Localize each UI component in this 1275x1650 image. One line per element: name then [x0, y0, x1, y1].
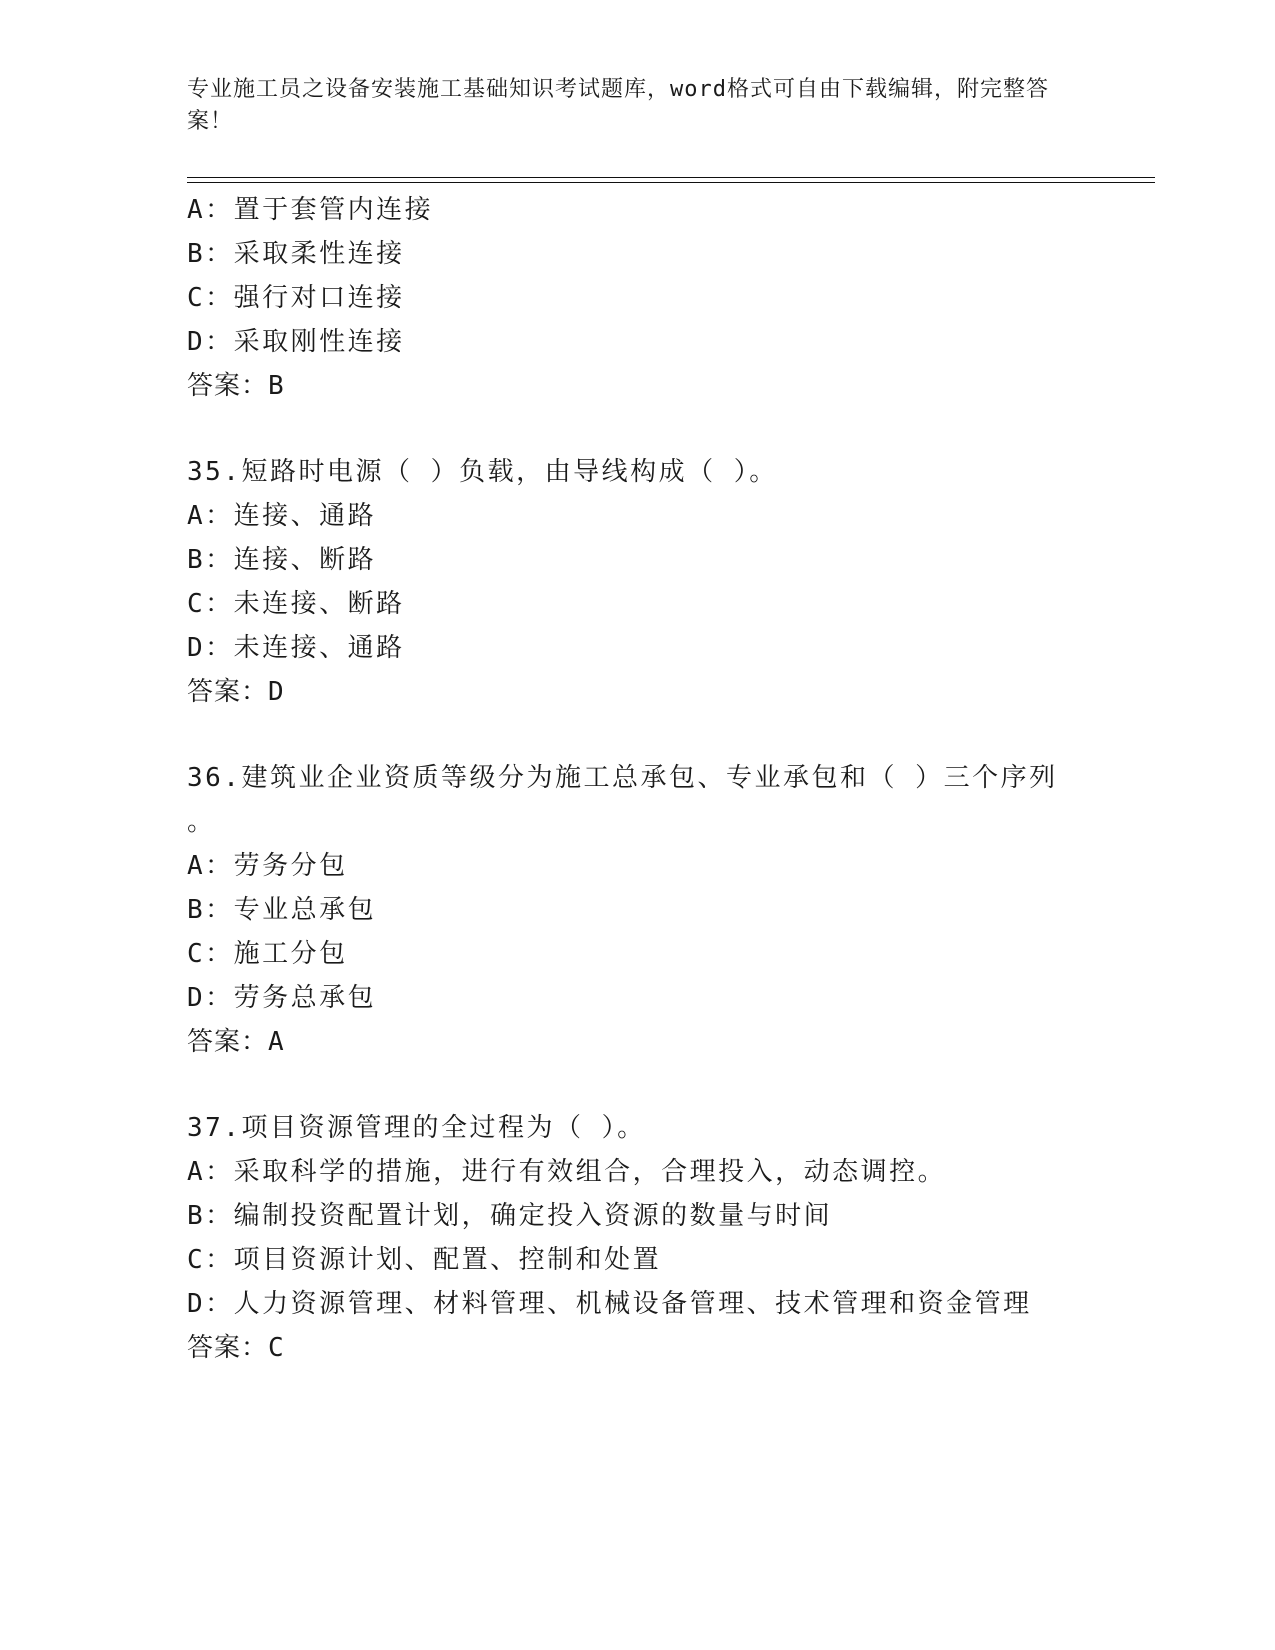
- option-b: B：采取柔性连接: [187, 239, 405, 269]
- option-d: D：劳务总承包: [187, 983, 377, 1013]
- option-b: B：专业总承包: [187, 895, 377, 925]
- question-stem-continued: 。: [187, 807, 216, 837]
- option-a: A：劳务分包: [187, 851, 348, 881]
- option-c: C：强行对口连接: [187, 283, 405, 313]
- option-a: A：置于套管内连接: [187, 195, 434, 225]
- answer-label: 答案：: [187, 1333, 269, 1363]
- option-a: A：连接、通路: [187, 501, 377, 531]
- question-stem: 37.项目资源管理的全过程为（ ）。: [187, 1113, 646, 1143]
- option-c: C：施工分包: [187, 939, 348, 969]
- answer: [187, 370, 285, 402]
- question-stem: 36.建筑业企业资质等级分为施工总承包、专业承包和（ ）三个序列: [187, 763, 1058, 793]
- answer-value: D: [268, 677, 285, 707]
- option-c: C：未连接、断路: [187, 589, 405, 619]
- option-c: C：项目资源计划、配置、控制和处置: [187, 1245, 662, 1275]
- option-d: D：人力资源管理、材料管理、机械设备管理、技术管理和资金管理: [187, 1289, 1032, 1319]
- option-b: B：连接、断路: [187, 545, 377, 575]
- answer-label: 答案：: [187, 1027, 269, 1057]
- answer: [187, 1026, 285, 1058]
- answer-value: A: [268, 1027, 285, 1057]
- answer: [187, 1332, 285, 1364]
- question-stem: 35.短路时电源（ ）负载，由导线构成（ ）。: [187, 457, 778, 487]
- answer-value: B: [268, 371, 285, 401]
- option-b: B：编制投资配置计划，确定投入资源的数量与时间: [187, 1201, 833, 1231]
- option-a: A：采取科学的措施，进行有效组合，合理投入，动态调控。: [187, 1157, 947, 1187]
- header-divider-bottom: [187, 182, 1155, 183]
- answer-label: 答案：: [187, 371, 269, 401]
- option-d: D：采取刚性连接: [187, 327, 405, 357]
- header-divider-top: [187, 177, 1155, 178]
- answer-label: 答案：: [187, 677, 269, 707]
- answer-value: C: [268, 1333, 285, 1363]
- option-d: D：未连接、通路: [187, 633, 405, 663]
- answer: [187, 676, 285, 708]
- document-header: 专业施工员之设备安装施工基础知识考试题库，word格式可自由下载编辑，附完整答案！: [187, 77, 1049, 134]
